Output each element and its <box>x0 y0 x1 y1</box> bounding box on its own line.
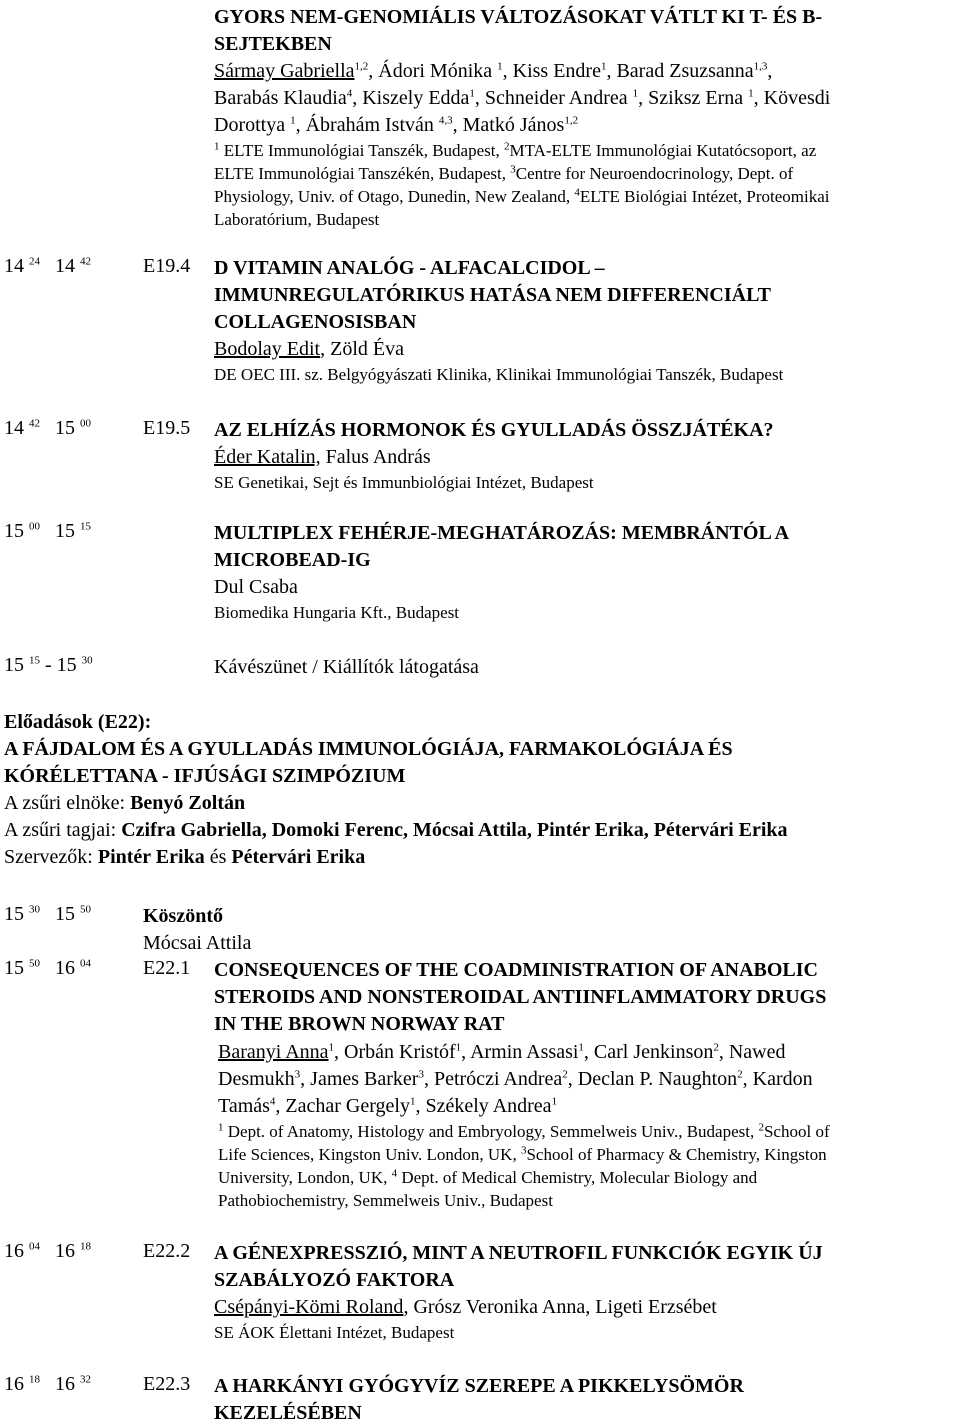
authors-line: Sármay Gabriella$^{1,2}$, Ádori Mónika $^1$, Kiss Endre$^1$, Barad Zsuzsanna$^{1,3}$, <box>214 60 773 82</box>
authors-line: Bodolay Edit, Zöld Éva <box>214 338 404 360</box>
welcome-title: Köszöntő <box>143 905 223 927</box>
abstract-e19-3 <box>214 4 830 231</box>
jury-chair-line: A zsűri elnöke: Benyó Zoltán <box>4 792 246 814</box>
authors-line: Baranyi Anna$^1$, Orbán Kristóf$^1$, Armin Assasi$^1$, Carl Jenkinson$^2$, Nawed <box>218 1041 786 1063</box>
abstract-e22-3 <box>214 1373 744 1427</box>
affiliation-line: Biomedika Hungaria Kft., Budapest <box>214 603 460 622</box>
abstract-e22-1 <box>214 957 826 1038</box>
affiliation-line: $^1$ Dept. of Anatomy, Histology and Embryology, Semmelweis Univ., Budapest, $^2$School of <box>218 1121 830 1141</box>
time-slot: 14 $^{24}$ 14 $^{42}$ <box>4 255 91 277</box>
time-slot: 16 $^{04}$ 16 $^{18}$ <box>4 1240 91 1262</box>
affiliation-line: SE ÁOK Élettani Intézet, Budapest <box>214 1323 455 1342</box>
abstract-title-line: GYORS NEM-GENOMIÁLIS VÁLTOZÁSOKAT VÁTLT KI T- ÉS B- <box>214 6 823 28</box>
abstract-e19-4 <box>214 255 783 386</box>
affiliation-line: Pathobiochemistry, Semmelweis Univ., Budapest <box>218 1191 553 1210</box>
authors-line: Tamás$^4$, Zachar Gergely$^1$, Székely Andrea$^1$ <box>218 1095 558 1117</box>
abstract-e22-1-details <box>218 1039 830 1212</box>
abstract-title-line: A HARKÁNYI GYÓGYVÍZ SZEREPE A PIKKELYSÖMÖR <box>214 1375 744 1397</box>
abstract-title-line: AZ ELHÍZÁS HORMONOK ÉS GYULLADÁS ÖSSZJÁTÉKA? <box>214 419 774 441</box>
abstract-title-line: COLLAGENOSISBAN <box>214 311 417 333</box>
affiliation-line: $^1$ ELTE Immunológiai Tanszék, Budapest, $^2$MTA-ELTE Immunológiai Kutatócsoport, az <box>214 140 817 160</box>
authors-line: Desmukh$^3$, James Barker$^3$, Petróczi Andrea$^2$, Declan P. Naughton$^2$, Kardon <box>218 1068 813 1090</box>
abstract-e19-5 <box>214 417 774 494</box>
abstract-title-line: SZABÁLYOZÓ FAKTORA <box>214 1269 455 1291</box>
abstract-title-line: IMMUNREGULATÓRIKUS HATÁSA NEM DIFFERENCIÁLT <box>214 284 771 306</box>
section-header <box>4 709 788 871</box>
time-slot: 16 $^{18}$ 16 $^{32}$ <box>4 1373 91 1395</box>
affiliation-line: Physiology, Univ. of Otago, Dunedin, New Zealand, $^4$ELTE Biológiai Intézet, Proteomikai <box>214 186 830 206</box>
abstract-title-line: STEROIDS AND NONSTEROIDAL ANTIINFLAMMATORY DRUGS <box>214 986 827 1008</box>
abstract-title-line: A GÉNEXPRESSZIÓ, MINT A NEUTROFIL FUNKCIÓK EGYIK ÚJ <box>214 1242 823 1264</box>
abstract-title-line: KEZELÉSÉBEN <box>214 1402 362 1424</box>
time-slot: 15 $^{15}$ - 15 $^{30}$ <box>4 654 93 676</box>
authors-line: Csépányi-Kömi Roland, Grósz Veronika Anna, Ligeti Erzsébet <box>214 1296 717 1318</box>
authors-line: Dul Csaba <box>214 576 298 598</box>
affiliation-line: University, London, UK, $^4$ Dept. of Medical Chemistry, Molecular Biology and <box>218 1167 758 1187</box>
affiliation-line: Life Sciences, Kingston Univ. London, UK, $^3$School of Pharmacy & Chemistry, Kingston <box>218 1144 827 1164</box>
abstract-title-line: CONSEQUENCES OF THE COADMINISTRATION OF ANABOLIC <box>214 959 818 981</box>
abstract-title-line: MULTIPLEX FEHÉRJE-MEGHATÁROZÁS: MEMBRÁNTÓL A <box>214 522 790 544</box>
affiliation-line: DE OEC III. sz. Belgyógyászati Klinika, Klinikai Immunológiai Tanszék, Budapest <box>214 365 784 384</box>
welcome-speaker: Mócsai Attila <box>143 932 252 954</box>
abstract-e22-2 <box>214 1240 823 1344</box>
abstract-title-line: IN THE BROWN NORWAY RAT <box>214 1013 505 1035</box>
time-slot: 15 $^{30}$ 15 $^{50}$ <box>4 903 91 925</box>
abstract-multiplex <box>214 520 789 624</box>
time-slot: 15 $^{00}$ 15 $^{15}$ <box>4 520 91 542</box>
abstract-title-line: MICROBEAD-IG <box>214 549 371 571</box>
affiliation-line: SE Genetikai, Sejt és Immunbiológiai Intézet, Budapest <box>214 473 594 492</box>
affiliation-line: ELTE Immunológiai Tanszékén, Budapest, $^3$Centre for Neuroendocrinology, Dept. of <box>214 163 794 183</box>
affiliation-line: Laboratórium, Budapest <box>214 210 380 229</box>
abstract-title-line: SEJTEKBEN <box>214 33 332 55</box>
organizers-line: Szervezők: Pintér Erika és Pétervári Erika <box>4 846 366 868</box>
abstract-code: E22.2 <box>143 1240 191 1262</box>
time-slot: 14 $^{42}$ 15 $^{00}$ <box>4 417 91 439</box>
jury-members-line: A zsűri tagjai: Czifra Gabriella, Domoki Ferenc, Mócsai Attila, Pintér Erika, Pétervári Erika <box>4 819 788 841</box>
time-slot: 15 $^{50}$ 16 $^{04}$ <box>4 957 91 979</box>
abstract-title-line: D VITAMIN ANALÓG - ALFACALCIDOL – <box>214 257 605 279</box>
abstract-code: E19.5 <box>143 417 191 439</box>
welcome <box>143 903 251 957</box>
authors-line: Dorottya $^1$, Ábrahám István $^{4,3}$, Matkó János$^{1,2}$ <box>214 114 579 136</box>
authors-line: Éder Katalin, Falus András <box>214 446 431 468</box>
abstract-code: E22.1 <box>143 957 191 979</box>
section-title-line: KÓRÉLETTANA - IFJÚSÁGI SZIMPÓZIUM <box>4 765 406 787</box>
section-title-line: A FÁJDALOM ÉS A GYULLADÁS IMMUNOLÓGIÁJA, FARMAKOLÓGIÁJA ÉS <box>4 738 733 760</box>
section-heading: Előadások (E22): <box>4 711 152 733</box>
authors-line: Barabás Klaudia$^4$, Kiszely Edda$^1$, Schneider Andrea $^1$, Sziksz Erna $^1$, Kövesdi <box>214 87 831 109</box>
break-text: Kávészünet / Kiállítók látogatása <box>214 656 479 678</box>
abstract-code: E19.4 <box>143 255 191 277</box>
abstract-code: E22.3 <box>143 1373 191 1395</box>
